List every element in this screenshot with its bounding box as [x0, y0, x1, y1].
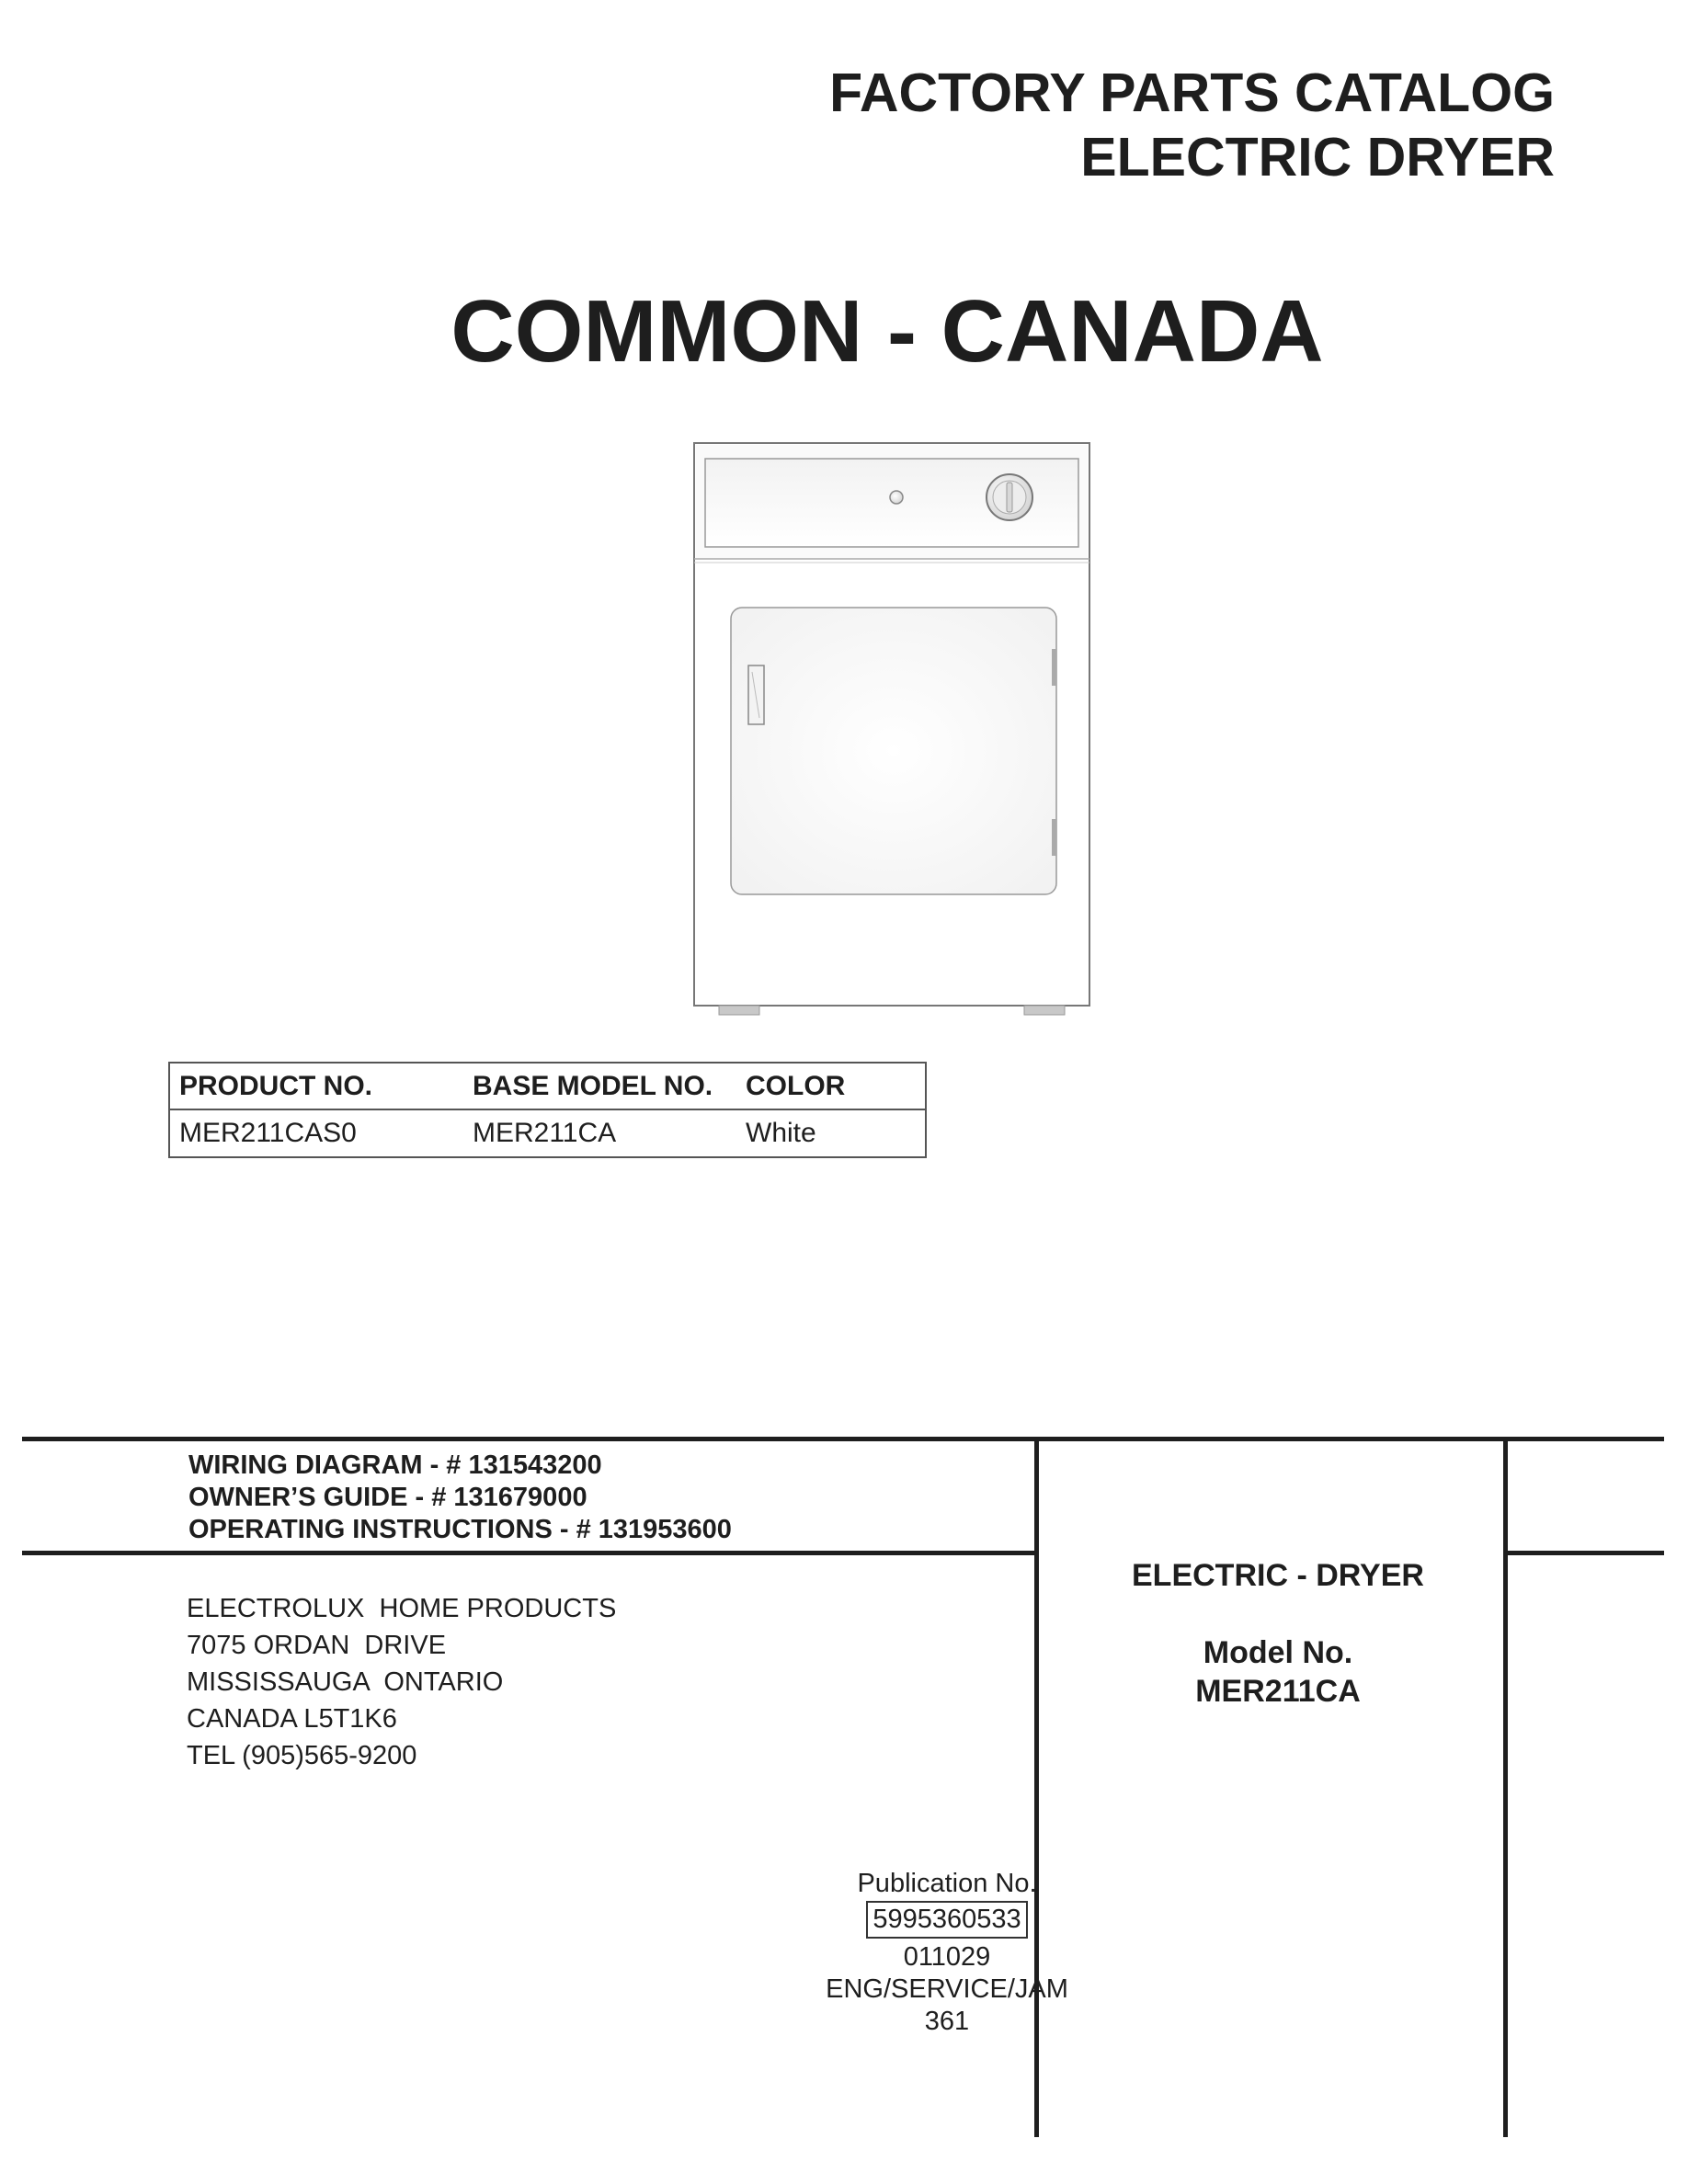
base-model-cell: MER211CA: [463, 1109, 736, 1157]
product-type-label: ELECTRIC - DRYER: [1132, 1558, 1424, 1593]
document-references: [188, 1450, 732, 1546]
column-header: COLOR: [736, 1063, 926, 1109]
hinge-icon: [1052, 649, 1056, 686]
wiring-diagram-ref: WIRING DIAGRAM - # 131543200: [188, 1450, 602, 1480]
frame-divider-right: [1503, 1437, 1508, 2137]
column-header: BASE MODEL NO.: [463, 1063, 736, 1109]
address-line: 7075 ORDAN DRIVE: [187, 1631, 447, 1660]
address-line: ELECTROLUX HOME PRODUCTS: [187, 1594, 617, 1623]
operating-instructions-ref: OPERATING INSTRUCTIONS - # 131953600: [188, 1515, 732, 1544]
table-row: [169, 1109, 926, 1157]
foot-icon: [1024, 1006, 1065, 1015]
publication-label: Publication No.: [857, 1869, 1037, 1898]
dryer-door: [731, 608, 1056, 894]
hinge-icon: [1052, 819, 1056, 856]
catalog-title-line1: FACTORY PARTS CATALOG: [829, 63, 1555, 123]
model-number-value: MER211CA: [1195, 1674, 1361, 1709]
product-table: [168, 1062, 927, 1158]
publication-date-code: 011029: [903, 1942, 991, 1972]
address-line: TEL (905)565-9200: [187, 1741, 417, 1770]
publication-number: 5995360533: [866, 1901, 1027, 1939]
address-line: CANADA L5T1K6: [187, 1704, 397, 1734]
foot-icon: [719, 1006, 759, 1015]
address-line: MISSISSAUGA ONTARIO: [187, 1667, 504, 1697]
frame-mid-rule-left: [22, 1551, 1039, 1555]
frame-top-rule: [22, 1437, 1664, 1441]
publication-code: 361: [924, 2007, 970, 2036]
publication-dept: ENG/SERVICE/JAM: [826, 1974, 1068, 2004]
catalog-title-line2: ELECTRIC DRYER: [1080, 127, 1555, 188]
product-number-cell: MER211CAS0: [169, 1109, 463, 1157]
indicator-icon: [890, 491, 903, 504]
page-title: COMMON - CANADA: [451, 282, 1324, 381]
table-header-row: [169, 1063, 926, 1109]
color-cell: White: [736, 1109, 926, 1157]
frame-mid-rule-right: [1508, 1551, 1664, 1555]
model-number-label: Model No.: [1203, 1635, 1353, 1670]
dryer-illustration: [693, 442, 1090, 1027]
owners-guide-ref: OWNER’S GUIDE - # 131679000: [188, 1483, 587, 1512]
company-address: [187, 1590, 616, 1774]
column-header: PRODUCT NO.: [169, 1063, 463, 1109]
